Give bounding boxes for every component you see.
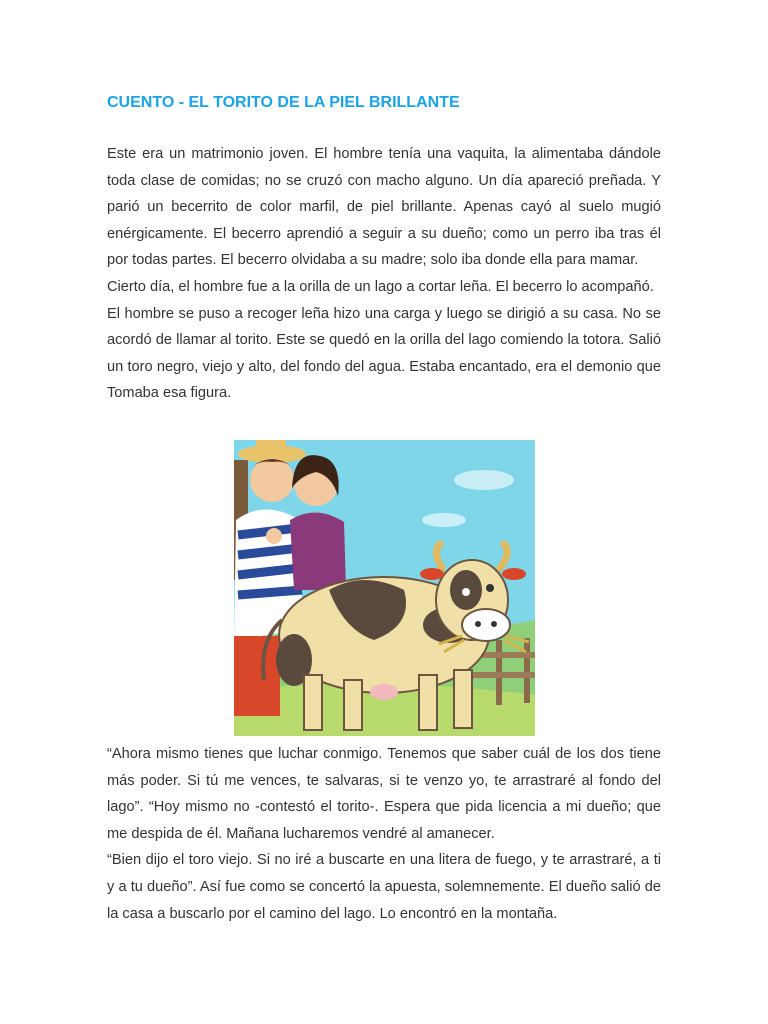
couple-and-cow-illustration (234, 440, 535, 736)
paragraph: Este era un matrimonio joven. El hombre tenía una vaquita, la alimentaba dándole toda clase de comidas; no se cruzó con macho alguno. Un día apareció preñada. Y parió un becerrito de color marfil, de piel brillante. Apenas cayó al suelo mugió enérgicamente. El becerro aprendió a seguir a su dueño; como un perro iba tras él por todas partes. El becerro olvidaba a su madre; solo iba donde ella para mamar. (107, 146, 661, 269)
text-before-image (107, 141, 661, 407)
paragraph: “Ahora mismo tienes que luchar conmigo. Tenemos que saber cuál de los dos tiene más poder. Si tú me vences, te salvaras, si te venzo yo, te arrastraré al fondo del lago”. “Hoy mismo no -contestó el torito-. Espera que pida licencia a mi dueño; que me despida de él. Mañana lucharemos vendré al amanecer. (107, 746, 661, 842)
story-illustration (234, 440, 535, 736)
text-after-image (107, 741, 661, 927)
paragraph: El hombre se puso a recoger leña hizo una carga y luego se dirigió a su casa. No se acordó de llamar al torito. Este se quedó en la orilla del lago comiendo la totora. Salió un toro negro, viejo y alto, del fondo del agua. Estaba encantado, era el demonio que Tomaba esa figura. (107, 305, 661, 402)
paragraph: “Bien dijo el toro viejo. Si no iré a buscarte en una litera de fuego, y te arrastraré, a ti y a tu dueño”. Así fue como se concertó la apuesta, solemnemente. El dueño salió de la casa a buscarlo por el camino del lago. Lo encontró en la montaña. (107, 852, 661, 922)
story-title: CUENTO - EL TORITO DE LA PIEL BRILLANTE (107, 94, 460, 111)
paragraph: Cierto día, el hombre fue a la orilla de un lago a cortar leña. El becerro lo acompañó. (107, 278, 654, 295)
